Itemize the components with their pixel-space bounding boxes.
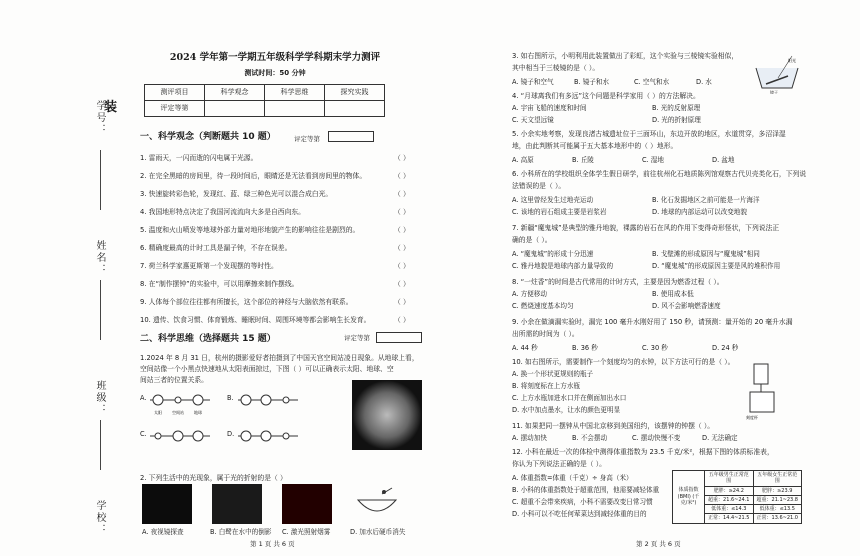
orbit-diagrams: [150, 390, 350, 470]
question-text: 其中相当于三棱镜的是（ ）。: [512, 64, 600, 72]
option-b[interactable]: B. 丘陵: [572, 156, 594, 164]
body-label: 空间站: [172, 410, 184, 415]
binding-mark: 装: [104, 100, 118, 115]
score-header: 测评项目: [145, 85, 205, 101]
student-id-line: [100, 150, 101, 210]
egret-photo: [212, 484, 262, 524]
question-text: 3. 快速旋转彩色轮，发现红、蓝、绿三种色光可以混合成白光。: [140, 190, 333, 198]
bmi-cell: 超重：21.6~24.1: [705, 495, 754, 504]
option-b[interactable]: B. 戈壁滩的形成原因与“魔鬼城”相同: [652, 250, 760, 258]
option-b[interactable]: B. 36 秒: [572, 344, 598, 352]
laser-photo: [282, 484, 332, 524]
question-text: 12. 小科在最近一次的体检中测得体重指数为 23.5 千克/米²，根据下图的体质标准表，: [512, 448, 774, 456]
binding-strip: [0, 0, 120, 556]
question-text: 6. 小科所在的学校组织全体学生假日研学，前往杭州化石地质陈列馆观察古代贝壳类化石，下列说: [512, 170, 807, 178]
sun-transit-photo: [352, 380, 422, 450]
body-label: 地球: [194, 410, 202, 415]
bmi-cell: 肥胖：≥24.2: [705, 486, 754, 495]
water-clock-figure: [742, 362, 792, 420]
option-a[interactable]: A. 摆动加快: [512, 434, 547, 442]
option-a[interactable]: A. 换一个形状更规则的瓶子: [512, 370, 594, 378]
graduated-cup-label: 刻度杯: [746, 415, 758, 420]
answer-blank[interactable]: （ ）: [394, 262, 410, 270]
score-cell[interactable]: [205, 101, 265, 117]
option-a[interactable]: A. 宇宙飞船的速度和时间: [512, 104, 587, 112]
bmi-col-header: 五年级男生正常范围: [705, 471, 754, 487]
exam-title: 2024 学年第一学期五年级科学学科期末学力测评: [169, 52, 381, 63]
name-label: 姓名：: [94, 240, 105, 276]
option-a[interactable]: A. 镜子和空气: [512, 78, 554, 86]
question-text: 你认为下列说法正确的是（ ）。: [512, 460, 606, 468]
question-text: 7. 新疆“魔鬼城”是典型的雅丹地貌，裸露的岩石在风的作用下变得奇形怪状，下列说法正: [512, 224, 780, 232]
option-d-label: D.: [227, 430, 235, 438]
bmi-cell: 正常：14.4~21.5: [705, 514, 754, 523]
diagram-d: [238, 431, 298, 441]
option-d[interactable]: D. “魔鬼城”的形成原因主要是风的堆积作用: [652, 262, 781, 270]
question-text: 9. 小余在做滴漏实验时，漏完 100 毫升水刚好用了 150 秒，请预测：量开始的 20 毫升水漏: [512, 318, 793, 326]
class-label: 班级：: [94, 380, 105, 416]
answer-blank[interactable]: （ ）: [394, 190, 410, 198]
option-b[interactable]: B. 白鹭在水中的倒影: [210, 528, 272, 536]
score-header: 探究实践: [325, 85, 385, 101]
coin-bowl-figure: [352, 484, 402, 524]
option-d[interactable]: D. 无法确定: [702, 434, 738, 442]
mirror-label: 镜子: [770, 90, 778, 94]
option-b[interactable]: B. 镜子和水: [574, 78, 610, 86]
bmi-cell: 低体重：≤13.5: [753, 505, 802, 514]
option-b[interactable]: B. 小科的体重指数处于超重范围，他需要减轻体重: [512, 486, 660, 494]
question-text: 10. 如右图所示，需要制作一个刻度均匀的水钟，以下方法可行的是（ ）。: [512, 358, 735, 366]
section-2-grade-box[interactable]: [376, 332, 422, 343]
bmi-cell: 肥胖：≥23.9: [753, 486, 802, 495]
diagram-c: [150, 431, 210, 441]
option-a[interactable]: A. 体重指数=体重（千克）÷ 身高（米）: [512, 474, 633, 482]
option-c[interactable]: C. 燃烧速度基本均匀: [512, 302, 574, 310]
option-d[interactable]: D. 光的折射原理: [652, 116, 701, 124]
option-c-label: C.: [140, 430, 147, 438]
diagram-b: [238, 395, 298, 405]
section-1-grade-label: 评定等第: [294, 135, 320, 143]
bmi-cell: 低体重：≤14.3: [705, 505, 754, 514]
answer-blank[interactable]: （ ）: [394, 298, 410, 306]
option-d[interactable]: D. 水中加点墨水，让水的颜色更明显: [512, 406, 621, 414]
option-c[interactable]: C. 激光照射烟雾: [282, 528, 331, 536]
option-b[interactable]: B. 不会摆动: [572, 434, 608, 442]
bmi-row-header: 体质指数 (BMI) (千克/米²): [673, 471, 705, 524]
option-b-label: B.: [227, 394, 234, 402]
question-text: 4. 我国地形特点决定了我国河流流向大多是自西向东。: [140, 208, 305, 216]
student-id-label: 学号：: [94, 100, 105, 136]
option-c[interactable]: C. 湿地: [642, 156, 664, 164]
class-line: [100, 420, 101, 470]
question-text: 法错误的是（ ）。: [512, 182, 566, 190]
page-1: [132, 0, 432, 556]
section-2-grade-label: 评定等第: [344, 334, 370, 342]
option-d[interactable]: D. 地球的内部运动可以改变地貌: [652, 208, 747, 216]
option-c[interactable]: C. 摆动快慢不变: [632, 434, 681, 442]
school-label: 学校：: [94, 500, 105, 536]
answer-blank[interactable]: （ ）: [394, 280, 410, 288]
option-b[interactable]: B. 使用成本低: [652, 290, 694, 298]
section-1-grade-box[interactable]: [328, 131, 374, 142]
option-a[interactable]: A. “魔鬼城”的形成十分迅速: [512, 250, 594, 258]
bmi-col-header: 五年级女生正常范围: [753, 471, 802, 487]
question-text: 11. 如果把同一摆钟从中国北京移到美国纽约，该摆钟的钟摆（ ）。: [512, 422, 715, 430]
answer-blank[interactable]: （ ）: [394, 244, 410, 252]
option-a-label: A.: [140, 394, 147, 402]
option-d[interactable]: D. 加水后硬币消失: [350, 528, 406, 536]
option-c[interactable]: C. 空气和水: [634, 78, 670, 86]
option-c[interactable]: C. 雅丹地貌是地球内部力量导致的: [512, 262, 614, 270]
question-text: 7. 荷兰科学家惠更斯第一个发现摆的等时性。: [140, 262, 278, 270]
section-1-title: 一、科学观念（判断题共 10 题）: [140, 132, 276, 142]
option-b[interactable]: B. 化石发掘地区之前可能是一片海洋: [652, 196, 760, 204]
option-b[interactable]: B. 将刻度标在上方水瓶: [512, 382, 581, 390]
score-table: [144, 84, 385, 117]
bmi-cell: 超重：21.1~23.8: [753, 495, 802, 504]
night-vision-photo: [142, 484, 192, 524]
question-text: 10. 遗传、饮食习惯、体育锻炼、睡眠时间、周围环境等都会影响生长发育。: [140, 316, 371, 324]
question-text: 2. 在完全黑暗的房间里，待一段时间后，眼睛还是无法看到房间里的物体。: [140, 172, 367, 180]
question-text: 8. “一炷香”的时间是古代常用的计时方式，主要是因为燃香过程（ ）。: [512, 278, 724, 286]
answer-blank[interactable]: （ ）: [394, 172, 410, 180]
score-header: 科学观念: [205, 85, 265, 101]
page-number: 第 1 页 共 6 页: [250, 540, 295, 548]
question-text: 1. 雷雨天，一闪而逝的闪电属于光源。: [140, 154, 258, 162]
option-d[interactable]: D. 风不会影响燃香速度: [652, 302, 721, 310]
option-a[interactable]: A. 这里曾经发生过地壳运动: [512, 196, 594, 204]
question-text: 8. 在“制作摆钟”的实验中，可以用摩擦来制作摆线。: [140, 280, 299, 288]
answer-blank[interactable]: （ ）: [394, 316, 410, 324]
question-text: 确的是（ ）。: [512, 236, 552, 244]
option-c[interactable]: C. 该地的岩石组成主要是岩浆岩: [512, 208, 607, 216]
body-label: 太阳: [154, 410, 162, 415]
question-text: 9. 人体每个部位往往都有所擅长，这个部位的神经与大脑依然有联系。: [140, 298, 353, 306]
option-d[interactable]: D. 水: [696, 78, 712, 86]
score-row-label: 评定等第: [145, 101, 205, 117]
name-line: [100, 280, 101, 340]
question-text: 2. 下列生活中的光现象，属于光的折射的是（ ）: [140, 474, 287, 482]
question-text: 间站三者的位置关系。: [140, 376, 208, 384]
answer-blank[interactable]: （ ）: [394, 208, 410, 216]
rainbow-setup-figure: [752, 54, 802, 94]
question-text: 5. 温度和火山喷发等地球外部力量对地形地貌产生的影响往往是剧烈的。: [140, 226, 360, 234]
page-number: 第 2 页 共 6 页: [636, 540, 681, 548]
question-text: 6. 精确度最高的计时工具是漏子钟，不存在误差。: [140, 244, 292, 252]
question-text: 出所需的时间为（ ）。: [512, 330, 579, 338]
option-a[interactable]: A. 高原: [512, 156, 534, 164]
bmi-table: [672, 470, 802, 524]
option-c[interactable]: C. 上方水瓶加进水口并在侧面加出水口: [512, 394, 627, 402]
diagram-a: [150, 395, 210, 405]
sunlight-label: 阳光: [788, 58, 796, 63]
option-a[interactable]: A. 方便移动: [512, 290, 547, 298]
question-text: 5. 小余实地考察，发现良渚古城遗址位于三面环山，东边开放的地区，水道贯穿，多沼泽湿: [512, 130, 786, 138]
page-2: [512, 0, 807, 556]
score-cell[interactable]: [325, 101, 385, 117]
question-text: 空间站像一个小黑点快速地从太阳表面掠过，下图（ ）可以正确表示太阳、地球、空: [140, 365, 394, 373]
question-text: 1.2024 年 8 月 31 日，杭州的摄影爱好者拍摄到了中国天宫空间站凌日现象。从地球上看，: [140, 354, 419, 362]
bmi-cell: 正常：13.6~21.0: [753, 514, 802, 523]
option-c[interactable]: C. 天文望远镜: [512, 116, 554, 124]
question-text: 4. “月球离我们有多远”这个问题是科学家用（ ）的方法解决。: [512, 92, 700, 100]
question-text: 3. 如右图所示，小明利用此装置做出了彩虹，这个实验与三棱镜实验相似，: [512, 52, 739, 60]
option-b[interactable]: B. 光的反射原理: [652, 104, 701, 112]
answer-blank[interactable]: （ ）: [394, 226, 410, 234]
option-a[interactable]: A. 44 秒: [512, 344, 538, 352]
exam-duration: 测试时间：50 分钟: [244, 69, 306, 77]
answer-blank[interactable]: （ ）: [394, 154, 410, 162]
option-d[interactable]: D. 24 秒: [712, 344, 739, 352]
option-c[interactable]: C. 30 秒: [642, 344, 668, 352]
option-c[interactable]: C. 超重不会带来疾病，小科不需要改变日常习惯: [512, 498, 653, 506]
score-cell[interactable]: [265, 101, 325, 117]
question-text: 地，由此判断其可能属于五大基本地形中的（ ）地形。: [512, 142, 678, 150]
option-d[interactable]: D. 小科可以不吃任何荤菜达到减轻体重的目的: [512, 510, 647, 518]
option-d[interactable]: D. 盆地: [712, 156, 735, 164]
option-a[interactable]: A. 夜视镜探查: [142, 528, 184, 536]
section-2-title: 二、科学思维（选择题共 15 题）: [140, 334, 276, 344]
score-header: 科学思维: [265, 85, 325, 101]
bowl-icon: [352, 484, 402, 524]
